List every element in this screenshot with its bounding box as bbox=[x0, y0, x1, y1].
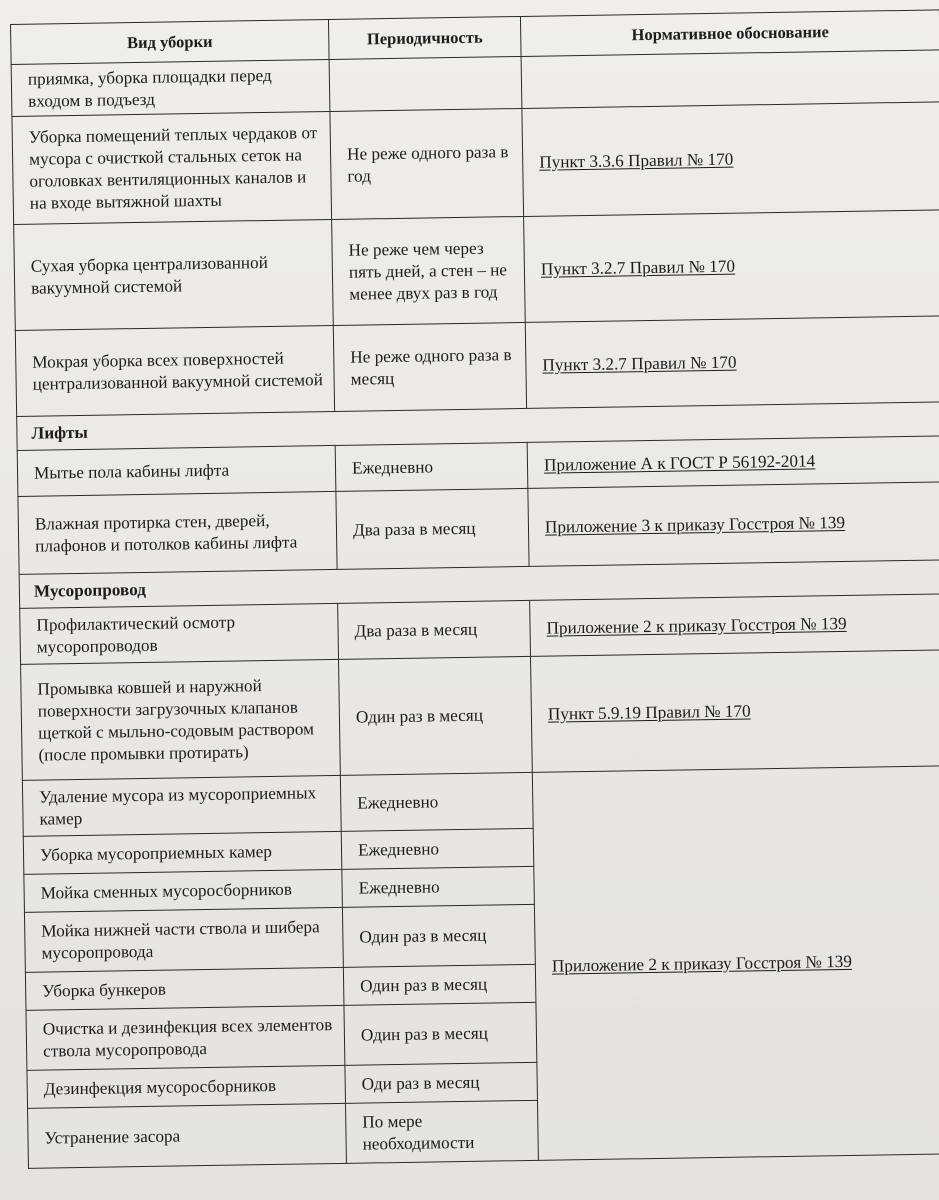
table-row bbox=[14, 210, 939, 331]
periodicity-cell: Один раз в месяц bbox=[339, 656, 533, 775]
normative-reference-cell bbox=[532, 766, 939, 1161]
section-title: Лифты bbox=[17, 402, 939, 451]
cleaning-type-cell: Мойка сменных мусоросборников bbox=[24, 869, 343, 912]
cleaning-type-cell: Профилактический осмотр мусоропроводов bbox=[20, 603, 339, 664]
periodicity-cell: Один раз в месяц bbox=[343, 964, 536, 1005]
periodicity-cell: Ежедневно bbox=[342, 866, 535, 907]
periodicity-cell: Не реже одного раза в месяц bbox=[333, 322, 526, 411]
cleaning-type-cell: Сухая уборка централизованной вакуумной системой bbox=[14, 219, 334, 330]
header-cleaning-type: Вид уборки bbox=[11, 19, 330, 64]
periodicity-cell: Два раза в месяц bbox=[336, 488, 529, 569]
section-title: Мусоропровод bbox=[19, 560, 939, 609]
normative-reference-cell bbox=[522, 102, 939, 217]
header-periodicity: Периодичность bbox=[328, 16, 521, 59]
periodicity-cell: Один раз в месяц bbox=[344, 1002, 537, 1065]
table-row bbox=[18, 482, 939, 575]
periodicity-cell: Не реже чем через пять дней, а стен – не менее двух раз в год bbox=[332, 216, 526, 325]
normative-reference-cell bbox=[528, 482, 939, 567]
periodicity-cell: Два раза в месяц bbox=[338, 600, 531, 659]
normative-reference-cell bbox=[530, 594, 939, 657]
cleaning-type-cell: Удаление мусора из мусороприемных камер bbox=[22, 775, 341, 836]
table-body bbox=[11, 50, 939, 1168]
normative-reference-cell bbox=[521, 50, 939, 109]
normative-reference-text: Приложение 2 к приказу Госстроя № 139 bbox=[546, 613, 847, 638]
normative-reference-text: Пункт 5.9.19 Правил № 170 bbox=[547, 700, 751, 724]
cleaning-type-cell: Уборка мусороприемных камер bbox=[23, 831, 342, 874]
cleaning-type-cell: Устранение засора bbox=[28, 1103, 347, 1168]
cleaning-type-cell: Промывка ковшей и наружной поверхности загрузочных клапанов щеткой с мыльно-содовым раствором (после промывки протирать) bbox=[21, 659, 341, 780]
cleaning-schedule-table bbox=[10, 9, 939, 1168]
periodicity-cell: Ежедневно bbox=[335, 442, 528, 491]
normative-reference-cell bbox=[524, 210, 939, 323]
normative-reference-text: Пункт 3.3.6 Правил № 170 bbox=[539, 149, 734, 172]
header-normative-basis: Нормативное обоснование bbox=[520, 10, 939, 57]
cleaning-type-cell: Мытье пола кабины лифта bbox=[17, 445, 336, 496]
cleaning-type-cell: Влажная протирка стен, дверей, плафонов и потолков кабины лифта bbox=[18, 491, 337, 574]
periodicity-cell: Ежедневно bbox=[341, 828, 534, 869]
cleaning-type-cell: Мокрая уборка всех поверхностей централизованной вакуумной системой bbox=[15, 325, 334, 416]
cleaning-type-cell: Очистка и дезинфекция всех элементов ствола мусоропровода bbox=[26, 1005, 345, 1070]
periodicity-cell: По мере необходимости bbox=[345, 1100, 538, 1163]
normative-reference-text: Приложение 3 к приказу Госстроя № 139 bbox=[544, 512, 846, 537]
cleaning-type-cell: Уборка помещений теплых чердаков от мусора с очисткой стальных сеток на оголовках вентиляционных каналов и на входе вытяжной шахты bbox=[12, 111, 332, 224]
table-row bbox=[12, 102, 939, 225]
normative-reference-cell bbox=[530, 650, 939, 773]
normative-reference-cell bbox=[525, 316, 939, 409]
periodicity-cell bbox=[329, 56, 522, 111]
normative-reference-cell bbox=[527, 436, 939, 489]
cleaning-type-cell: приямка, уборка площадки перед входом в подъезд bbox=[11, 59, 330, 116]
normative-reference-text: Приложение 2 к приказу Госстроя № 139 bbox=[551, 951, 853, 976]
table-row bbox=[15, 316, 939, 417]
periodicity-cell: Оди раз в месяц bbox=[345, 1062, 538, 1103]
periodicity-cell: Один раз в месяц bbox=[342, 904, 535, 967]
table-row bbox=[21, 650, 939, 781]
periodicity-cell: Ежедневно bbox=[340, 772, 533, 831]
normative-reference-text: Пункт 3.2.7 Правил № 170 bbox=[540, 256, 736, 279]
periodicity-cell: Не реже одного раза в год bbox=[330, 108, 524, 219]
cleaning-type-cell: Мойка нижней части ствола и шибера мусоропровода bbox=[24, 907, 343, 972]
cleaning-type-cell: Уборка бункеров bbox=[25, 967, 344, 1010]
normative-reference-text: Пункт 3.2.7 Правил № 170 bbox=[542, 352, 737, 375]
normative-reference-text: Приложение А к ГОСТ Р 56192-2014 bbox=[543, 450, 816, 475]
cleaning-type-cell: Дезинфекция мусоросборников bbox=[27, 1065, 346, 1108]
